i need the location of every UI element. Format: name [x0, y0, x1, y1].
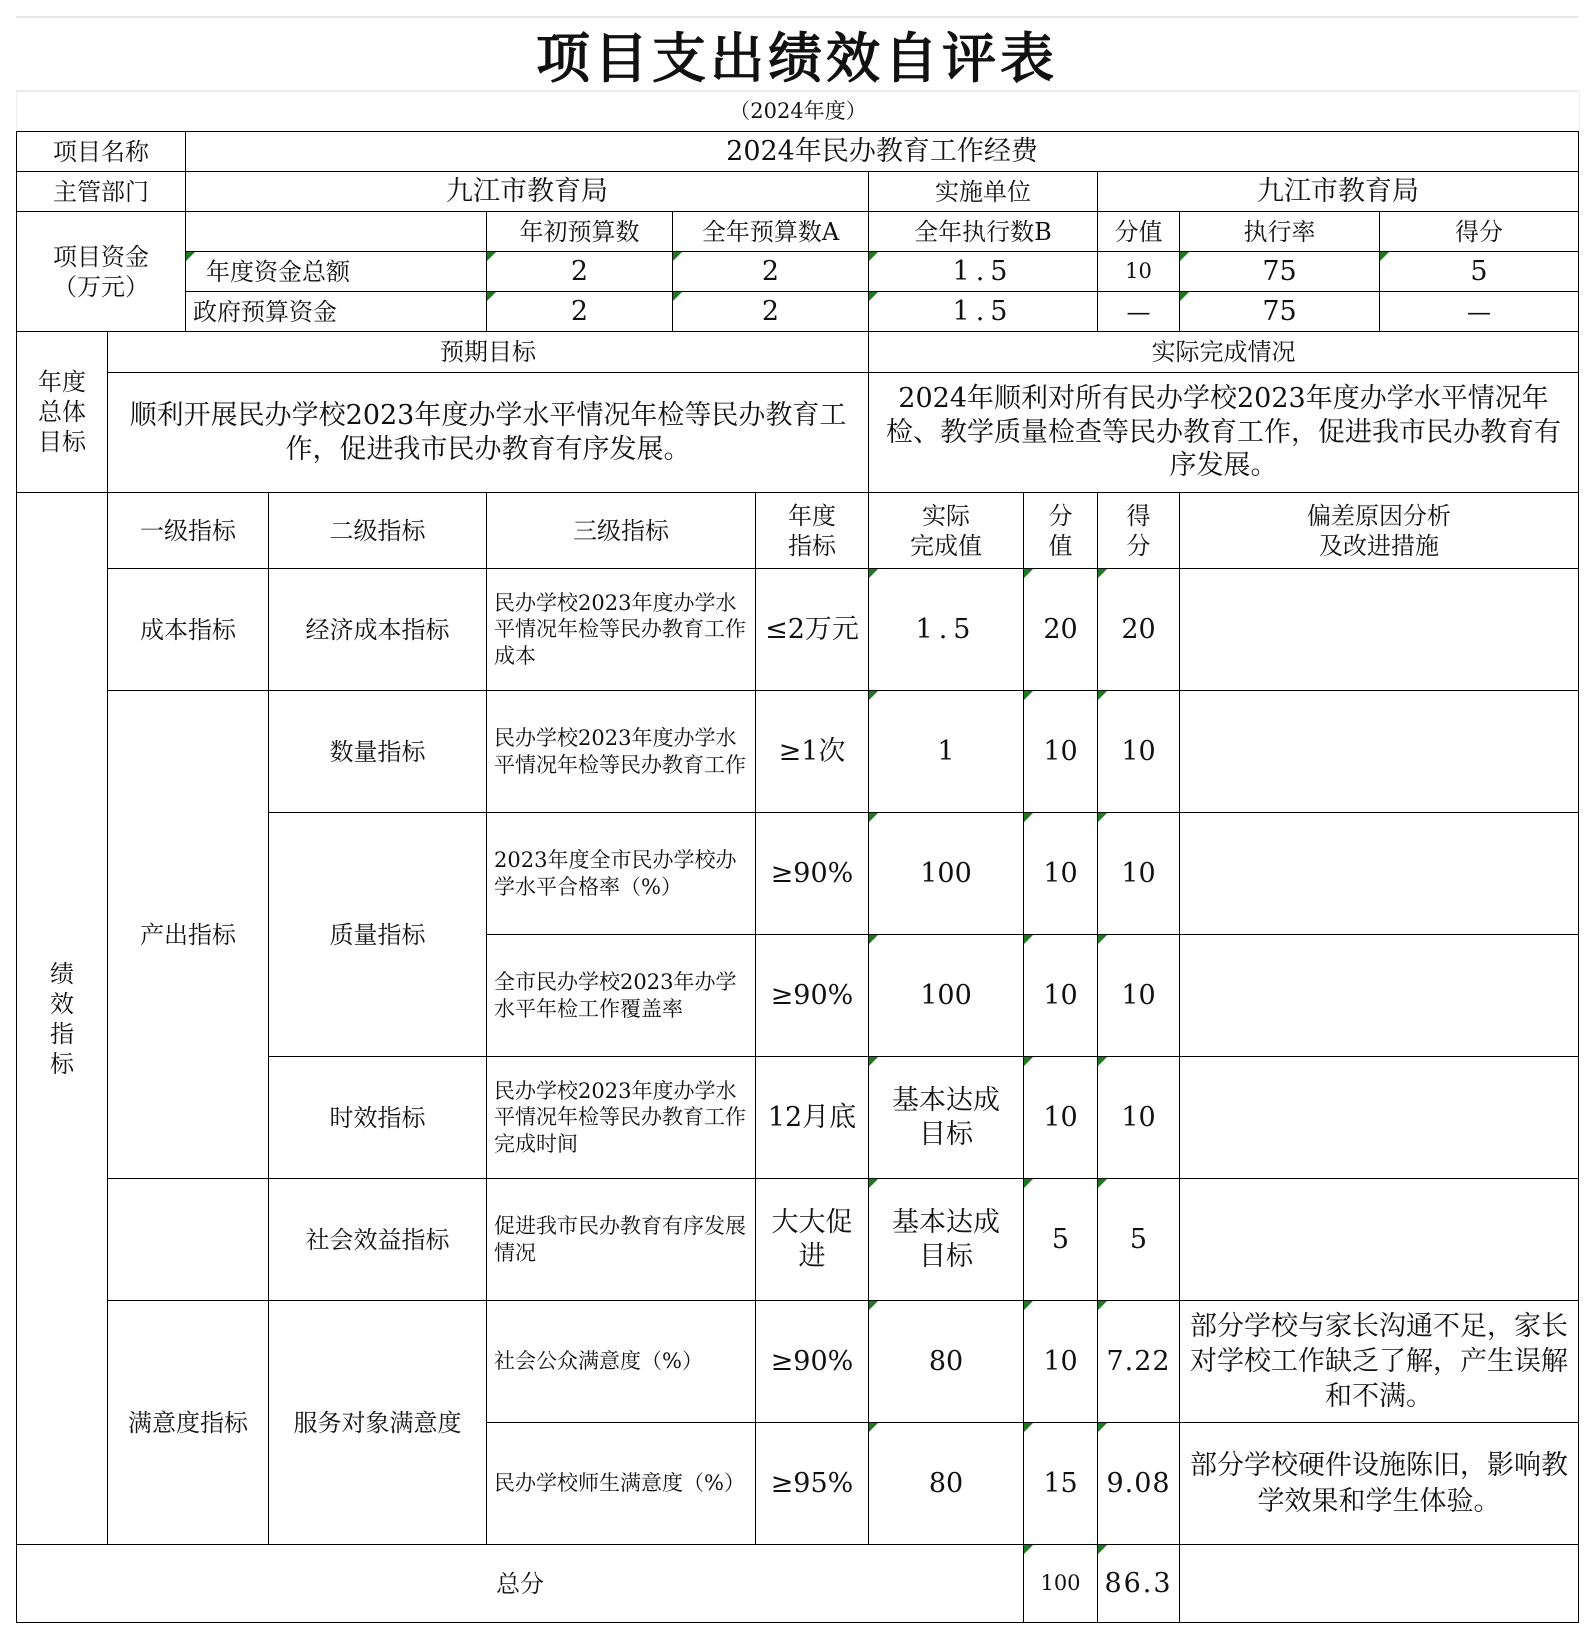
label-char: 标 — [50, 1049, 74, 1078]
header-text: 全年预算数A — [701, 217, 840, 246]
cell-text: — — [1467, 297, 1491, 326]
actual-value-cell[interactable] — [868, 812, 1024, 935]
cell-text: 促进我市民办教育有序发展情况 — [494, 1214, 746, 1265]
score-value-cell[interactable] — [1023, 812, 1098, 935]
funds-row-name — [185, 291, 487, 332]
cell-text: 20 — [1043, 613, 1078, 645]
cell-text: 20 — [1121, 613, 1156, 645]
header-text: 分值 — [1114, 217, 1163, 246]
cell-text: 100 — [920, 857, 972, 889]
cell-text: 基本达成目标 — [892, 1084, 1000, 1150]
header-annual-target — [755, 492, 869, 569]
cell-text: 9.08 — [1106, 1467, 1171, 1499]
page-subtitle: （2024年度） — [16, 90, 1580, 130]
goal-text: 2024年顺利对所有民办学校2023年度办学水平情况年检、教学质量检查等民办教育工作，促进我市民办教育有序发展。 — [886, 382, 1561, 482]
score-value-cell[interactable] — [1023, 690, 1098, 813]
label-line: 目标 — [38, 428, 86, 456]
funds-row-name — [185, 251, 487, 292]
level3-cell — [486, 934, 756, 1057]
level3-cell — [486, 568, 756, 691]
cell-text: 2 — [761, 255, 780, 287]
cell-text: 1 — [937, 735, 955, 767]
funds-cell-rate[interactable] — [1179, 251, 1380, 292]
header-level3 — [486, 492, 756, 569]
annual-target-cell[interactable] — [755, 934, 869, 1057]
header-text: 执行率 — [1243, 217, 1316, 246]
score-value-cell[interactable] — [1023, 1300, 1098, 1423]
cell-text: 5 — [1129, 1223, 1148, 1255]
funds-cell-initial[interactable] — [486, 251, 673, 292]
impl-label — [868, 171, 1098, 212]
level2-quantity — [268, 690, 487, 813]
header-line: 完成值 — [910, 531, 982, 560]
header-score — [1097, 492, 1180, 569]
cell-text: 86.3 — [1104, 1567, 1173, 1599]
cell-text: 12月底 — [767, 1101, 857, 1133]
funds-cell-initial[interactable] — [486, 291, 673, 332]
total-deviation[interactable] — [1179, 1544, 1579, 1623]
cell-text: 2 — [570, 255, 589, 287]
cell-text: 10 — [1121, 979, 1156, 1011]
cell-text: 10 — [1043, 979, 1078, 1011]
score-value-cell[interactable] — [1023, 1178, 1098, 1301]
project-name-value[interactable] — [185, 131, 1579, 172]
funds-header-annual — [672, 211, 869, 252]
level2-timeliness — [268, 1056, 487, 1179]
annual-target-cell[interactable] — [755, 568, 869, 691]
cell-text: — — [1126, 297, 1151, 326]
header-text: 预期目标 — [440, 338, 536, 366]
header-text: 年初预算数 — [519, 217, 640, 246]
level3-cell — [486, 1056, 756, 1179]
score-cell[interactable] — [1097, 1422, 1180, 1545]
header-line: 及改进措施 — [1319, 531, 1439, 560]
cell-text: ≥1次 — [778, 735, 846, 767]
funds-header-score-value — [1097, 211, 1180, 252]
group-text: 产出指标 — [140, 920, 236, 949]
cell-text: 15 — [1043, 1467, 1078, 1499]
header-level2 — [268, 492, 487, 569]
level2-economic-cost — [268, 568, 487, 691]
label-line: （万元） — [53, 272, 149, 301]
label-char: 绩 — [50, 959, 74, 988]
deviation-cell[interactable] — [1179, 1056, 1579, 1179]
cell-text: ≥90% — [770, 857, 854, 889]
total-score-value[interactable] — [1023, 1544, 1098, 1623]
actual-value-cell[interactable] — [868, 934, 1024, 1057]
cell-text: 1.5 — [952, 255, 1014, 287]
value-text: 九江市教育局 — [446, 175, 608, 207]
level3-cell — [486, 690, 756, 813]
score-value-cell[interactable] — [1023, 568, 1098, 691]
group-text: 服务对象满意度 — [293, 1408, 462, 1437]
indicators-side-label — [16, 492, 108, 1545]
annual-target-cell[interactable] — [755, 1422, 869, 1545]
label-char: 效 — [50, 989, 74, 1018]
cell-text: 10 — [1121, 735, 1156, 767]
header-text: 得分 — [1455, 217, 1503, 246]
level2-quality — [268, 812, 487, 1057]
header-level1 — [107, 492, 269, 569]
cell-text: 100 — [920, 979, 972, 1011]
cell-text: 2 — [761, 295, 780, 327]
level3-cell — [486, 1300, 756, 1423]
total-label — [16, 1544, 1024, 1623]
annual-target-cell[interactable] — [755, 1178, 869, 1301]
page-title: 项目支出绩效自评表 — [16, 16, 1578, 92]
actual-goal-text[interactable] — [868, 372, 1579, 493]
header-text: 一级指标 — [140, 516, 236, 545]
header-line: 分 — [1048, 501, 1073, 530]
score-cell[interactable] — [1097, 568, 1180, 691]
level1-effect — [107, 1178, 269, 1301]
header-text: 实际完成情况 — [1151, 338, 1296, 366]
value-text: 2024年民办教育工作经费 — [726, 135, 1038, 167]
cell-text: 10 — [1043, 857, 1078, 889]
header-actual-value — [868, 492, 1024, 569]
group-text: 成本指标 — [140, 615, 236, 644]
impl-value[interactable] — [1097, 171, 1579, 212]
cell-text: 10 — [1121, 1101, 1156, 1133]
header-line: 得 — [1126, 501, 1151, 530]
value-text: 九江市教育局 — [1257, 175, 1419, 207]
funds-cell-annual[interactable] — [672, 291, 869, 332]
score-value-cell[interactable] — [1023, 1422, 1098, 1545]
cell-text: 2 — [570, 295, 589, 327]
score-cell[interactable] — [1097, 1178, 1180, 1301]
level3-cell — [486, 812, 756, 935]
cell-text: 全市民办学校2023年办学水平年检工作覆盖率 — [494, 970, 737, 1021]
cell-text: ≤2万元 — [765, 613, 859, 645]
dept-value[interactable] — [185, 171, 869, 212]
funds-cell-annual[interactable] — [672, 251, 869, 292]
header-line: 分 — [1126, 531, 1151, 560]
cell-text: 80 — [928, 1467, 964, 1499]
cell-text: ≥90% — [770, 1345, 854, 1377]
funds-cell-score-value[interactable] — [1097, 251, 1180, 292]
cell-text: 社会公众满意度（%） — [494, 1349, 703, 1374]
row-name-text: 政府预算资金 — [193, 297, 337, 326]
cell-text: 基本达成目标 — [892, 1206, 1000, 1272]
group-text: 满意度指标 — [128, 1408, 248, 1437]
header-line: 指标 — [788, 531, 836, 560]
header-line: 实际 — [922, 501, 970, 530]
deviation-cell[interactable] — [1179, 812, 1579, 935]
cell-text: 1.5 — [915, 613, 977, 645]
score-cell[interactable] — [1097, 1056, 1180, 1179]
cell-text: 5 — [1051, 1223, 1070, 1255]
expected-goal-header — [107, 331, 869, 373]
cell-text: 民办学校师生满意度（%） — [494, 1471, 745, 1496]
header-score-value — [1023, 492, 1098, 569]
header-line: 年度 — [788, 501, 836, 530]
label-text: 项目名称 — [53, 137, 149, 166]
project-name-label — [16, 131, 186, 172]
row-name-text: 年度资金总额 — [206, 257, 350, 286]
actual-value-cell[interactable] — [868, 1422, 1024, 1545]
actual-value-cell[interactable] — [868, 690, 1024, 813]
label-line: 项目资金 — [53, 242, 149, 271]
header-line: 值 — [1048, 531, 1073, 560]
cell-text: 75 — [1262, 255, 1297, 287]
cell-text: 大大促进 — [771, 1206, 853, 1272]
actual-goal-header — [868, 331, 1579, 373]
cell-text: ≥90% — [770, 979, 854, 1011]
header-text: 二级指标 — [329, 516, 426, 545]
score-cell[interactable] — [1097, 1300, 1180, 1423]
cell-text: 5 — [1470, 255, 1488, 287]
cell-text: 10 — [1125, 259, 1152, 284]
funds-cell-executed[interactable] — [868, 251, 1098, 292]
annual-target-cell[interactable] — [755, 812, 869, 935]
actual-value-cell[interactable] — [868, 568, 1024, 691]
level1-output — [107, 690, 269, 1179]
deviation-cell[interactable] — [1179, 568, 1579, 691]
cell-text: 部分学校与家长沟通不足，家长对学校工作缺乏了解，产生误解和不满。 — [1190, 1310, 1568, 1413]
level2-social-benefit — [268, 1178, 487, 1301]
total-score[interactable] — [1097, 1544, 1180, 1623]
funds-header-rate — [1179, 211, 1380, 252]
label-line: 年度 — [38, 368, 86, 396]
header-text: 全年执行数B — [914, 217, 1052, 246]
header-deviation — [1179, 492, 1579, 569]
level2-service-satisfaction — [268, 1300, 487, 1545]
cell-text: 100 — [1040, 1571, 1081, 1596]
cell-text: 10 — [1121, 857, 1156, 889]
label-text: 实施单位 — [935, 177, 1031, 206]
dept-label — [16, 171, 186, 212]
deviation-cell[interactable] — [1179, 690, 1579, 813]
cell-text: 民办学校2023年度办学水平情况年检等民办教育工作成本 — [494, 591, 746, 668]
deviation-cell[interactable] — [1179, 1300, 1579, 1423]
actual-value-cell[interactable] — [868, 1300, 1024, 1423]
annual-target-cell[interactable] — [755, 1300, 869, 1423]
deviation-cell[interactable] — [1179, 934, 1579, 1057]
cell-text: ≥95% — [770, 1467, 854, 1499]
level1-cost — [107, 568, 269, 691]
funds-header-executed — [868, 211, 1098, 252]
deviation-cell[interactable] — [1179, 1178, 1579, 1301]
level3-cell — [486, 1178, 756, 1301]
cell-text: 部分学校硬件设施陈旧，影响教学效果和学生体验。 — [1190, 1450, 1568, 1517]
cell-text: 民办学校2023年度办学水平情况年检等民办教育工作完成时间 — [494, 1079, 746, 1156]
group-text: 经济成本指标 — [305, 615, 450, 644]
label-char: 指 — [50, 1019, 74, 1048]
label-line: 总体 — [38, 398, 86, 426]
score-cell[interactable] — [1097, 812, 1180, 935]
goals-label — [16, 331, 108, 493]
funds-header-score — [1379, 211, 1579, 252]
cell-text: 10 — [1043, 1101, 1078, 1133]
actual-value-cell[interactable] — [868, 1056, 1024, 1179]
score-cell[interactable] — [1097, 934, 1180, 1057]
header-line: 偏差原因分析 — [1307, 501, 1451, 530]
deviation-cell[interactable] — [1179, 1422, 1579, 1545]
cell-text: 民办学校2023年度办学水平情况年检等民办教育工作 — [494, 726, 746, 777]
expected-goal-text[interactable] — [107, 372, 869, 493]
group-text: 质量指标 — [329, 920, 426, 949]
actual-value-cell[interactable] — [868, 1178, 1024, 1301]
cell-text: 10 — [1043, 1345, 1078, 1377]
group-text: 社会效益指标 — [305, 1225, 450, 1254]
cell-text: 2023年度全市民办学校办学水平合格率（%） — [494, 848, 737, 899]
cell-text: 75 — [1262, 295, 1297, 327]
cell-text: 7.22 — [1106, 1345, 1171, 1377]
funds-cell-executed[interactable] — [868, 291, 1098, 332]
funds-cell-score[interactable] — [1379, 291, 1579, 332]
cell-text: 10 — [1043, 735, 1078, 767]
funds-cell-score-value[interactable] — [1097, 291, 1180, 332]
level3-cell — [486, 1422, 756, 1545]
total-text: 总分 — [496, 1569, 544, 1598]
header-text: 三级指标 — [573, 516, 669, 545]
cell-text: 80 — [928, 1345, 964, 1377]
funds-label — [16, 211, 186, 332]
level1-satisfaction — [107, 1300, 269, 1545]
funds-header-initial — [486, 211, 673, 252]
group-text: 时效指标 — [329, 1103, 426, 1132]
annual-target-cell[interactable] — [755, 690, 869, 813]
label-text: 主管部门 — [53, 177, 149, 206]
funds-cell-score[interactable] — [1379, 251, 1579, 292]
funds-header-blank — [185, 211, 487, 252]
goal-text: 顺利开展民办学校2023年度办学水平情况年检等民办教育工作，促进我市民办教育有序发展。 — [129, 399, 847, 465]
score-value-cell[interactable] — [1023, 934, 1098, 1057]
funds-cell-rate[interactable] — [1179, 291, 1380, 332]
score-value-cell[interactable] — [1023, 1056, 1098, 1179]
cell-text: 1.5 — [952, 295, 1014, 327]
score-cell[interactable] — [1097, 690, 1180, 813]
group-text: 数量指标 — [329, 737, 426, 766]
annual-target-cell[interactable] — [755, 1056, 869, 1179]
